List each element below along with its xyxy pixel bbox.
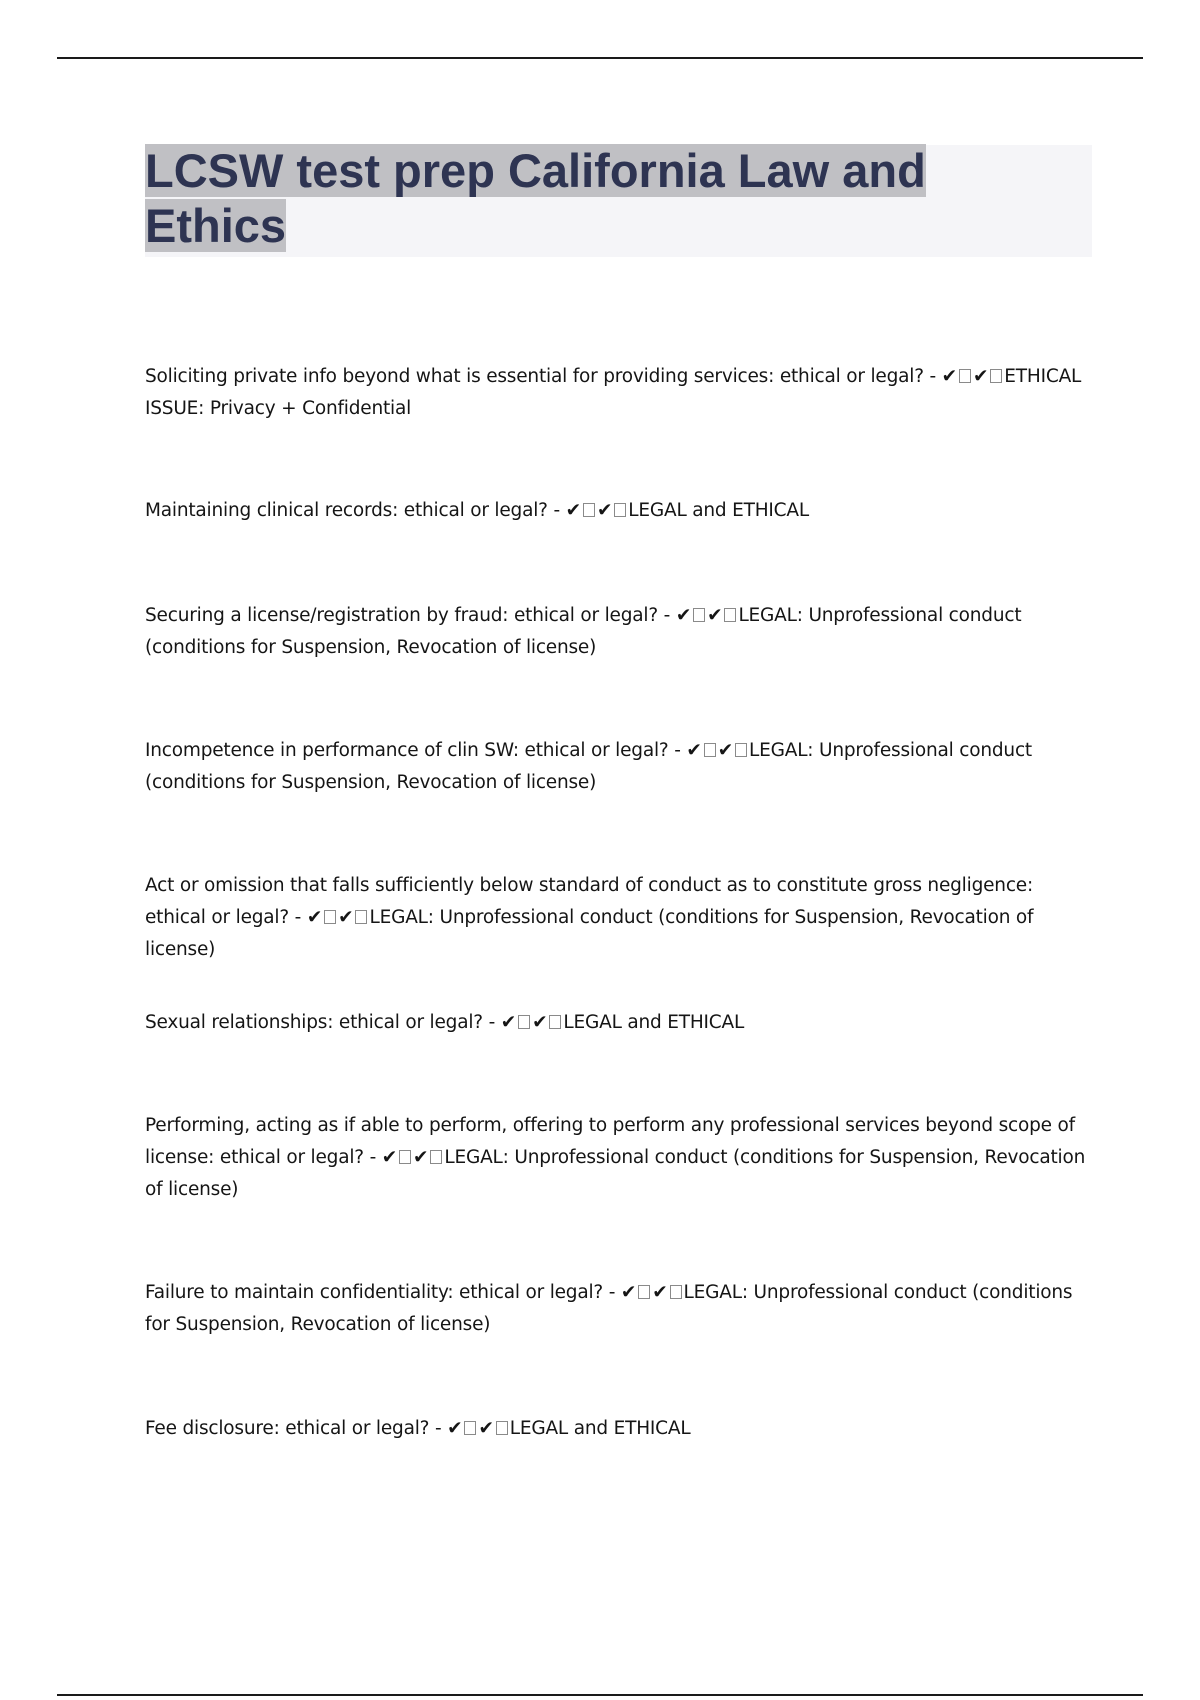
qa-item [145, 1007, 1095, 1039]
bottom-rule [57, 1694, 1143, 1696]
checkbox-icon [518, 1015, 530, 1029]
question-text: Maintaining clinical records: ethical or legal? [145, 500, 548, 521]
qa-item [145, 870, 1095, 966]
answer-text: LEGAL and ETHICAL [509, 1418, 691, 1439]
title-text: LCSW test prep California Law and Ethics [145, 144, 926, 252]
question-text: Performing, acting as if able to perform, offering to perform any professional services beyond scope of license: ethical or legal? [145, 1115, 1075, 1168]
check-mark-icon: ✔ [686, 740, 702, 761]
check-mark-icon: ✔ [478, 1418, 494, 1439]
answer-text: LEGAL: Unprofessional conduct (conditions for Suspension, Revocation of license) [145, 740, 1038, 793]
check-mark-icon: ✔ [717, 740, 734, 761]
checkbox-icon [614, 503, 626, 517]
check-mark-icon: ✔ [565, 500, 581, 521]
check-mark-icon: ✔ [413, 1147, 429, 1168]
check-mark-icon: ✔ [620, 1282, 637, 1303]
answer-text: LEGAL: Unprofessional conduct (conditions for Suspension, Revocation of license) [145, 605, 1028, 658]
check-mark-icon: ✔ [675, 605, 692, 626]
check-mark-icon: ✔ [338, 907, 354, 928]
qa-item [145, 361, 1095, 425]
separator: - [668, 740, 687, 761]
separator: - [657, 605, 676, 626]
checkbox-icon [324, 910, 336, 924]
separator: - [363, 1147, 382, 1168]
separator: - [603, 1282, 621, 1303]
checkbox-icon [430, 1150, 442, 1164]
check-mark-icon: ✔ [596, 500, 613, 521]
separator: - [547, 500, 566, 521]
check-mark-icon: ✔ [381, 1147, 398, 1168]
checkbox-icon [959, 369, 971, 383]
question-text: Act or omission that falls sufficiently below standard of conduct as to constitute gross negligence: ethical or legal? [145, 875, 1033, 928]
checkbox-icon [638, 1285, 650, 1299]
separator: - [289, 907, 307, 928]
checkbox-icon [399, 1150, 411, 1164]
checkbox-icon [693, 608, 705, 622]
answer-text: LEGAL: Unprofessional conduct (conditions for Suspension, Revocation of license) [145, 907, 1040, 960]
page-title [145, 143, 995, 253]
top-rule [57, 57, 1143, 59]
check-mark-icon: ✔ [707, 605, 723, 626]
check-mark-icon: ✔ [972, 366, 989, 387]
check-mark-icon: ✔ [652, 1282, 668, 1303]
answer-text: LEGAL and ETHICAL [628, 500, 809, 521]
qa-item [145, 1110, 1095, 1206]
checkbox-icon [549, 1015, 561, 1029]
question-text: Failure to maintain confidentiality: ethical or legal? [145, 1282, 604, 1303]
check-mark-icon: ✔ [447, 1418, 463, 1439]
checkbox-icon [735, 743, 747, 757]
check-mark-icon: ✔ [306, 907, 323, 928]
qa-item [145, 600, 1095, 664]
checkbox-icon [704, 743, 716, 757]
question-text: Sexual relationships: ethical or legal? [145, 1012, 483, 1033]
separator: - [429, 1418, 448, 1439]
answer-text: ETHICAL ISSUE: Privacy + Confidential [145, 366, 1087, 419]
checkbox-icon [464, 1421, 476, 1435]
checkbox-icon [496, 1421, 508, 1435]
qa-item [145, 1277, 1095, 1341]
checkbox-icon [990, 369, 1002, 383]
check-mark-icon: ✔ [941, 366, 957, 387]
checkbox-icon [724, 608, 736, 622]
checkbox-icon [355, 910, 367, 924]
answer-text: LEGAL: Unprofessional conduct (conditions for Suspension, Revocation of license) [145, 1282, 1079, 1335]
checkbox-icon [670, 1285, 682, 1299]
question-text: Fee disclosure: ethical or legal? [145, 1418, 430, 1439]
qa-item [145, 495, 1095, 527]
separator: - [923, 366, 942, 387]
qa-item [145, 1413, 1095, 1445]
separator: - [482, 1012, 501, 1033]
qa-item [145, 735, 1095, 799]
checkbox-icon [583, 503, 595, 517]
check-mark-icon: ✔ [500, 1012, 517, 1033]
question-text: Soliciting private info beyond what is essential for providing services: ethical or legal? [145, 366, 924, 387]
question-text: Incompetence in performance of clin SW: ethical or legal? [145, 740, 669, 761]
question-text: Securing a license/registration by fraud: ethical or legal? [145, 605, 658, 626]
check-mark-icon: ✔ [532, 1012, 548, 1033]
answer-text: LEGAL and ETHICAL [563, 1012, 745, 1033]
answer-text: LEGAL: Unprofessional conduct (conditions for Suspension, Revocation of license) [145, 1147, 1091, 1200]
